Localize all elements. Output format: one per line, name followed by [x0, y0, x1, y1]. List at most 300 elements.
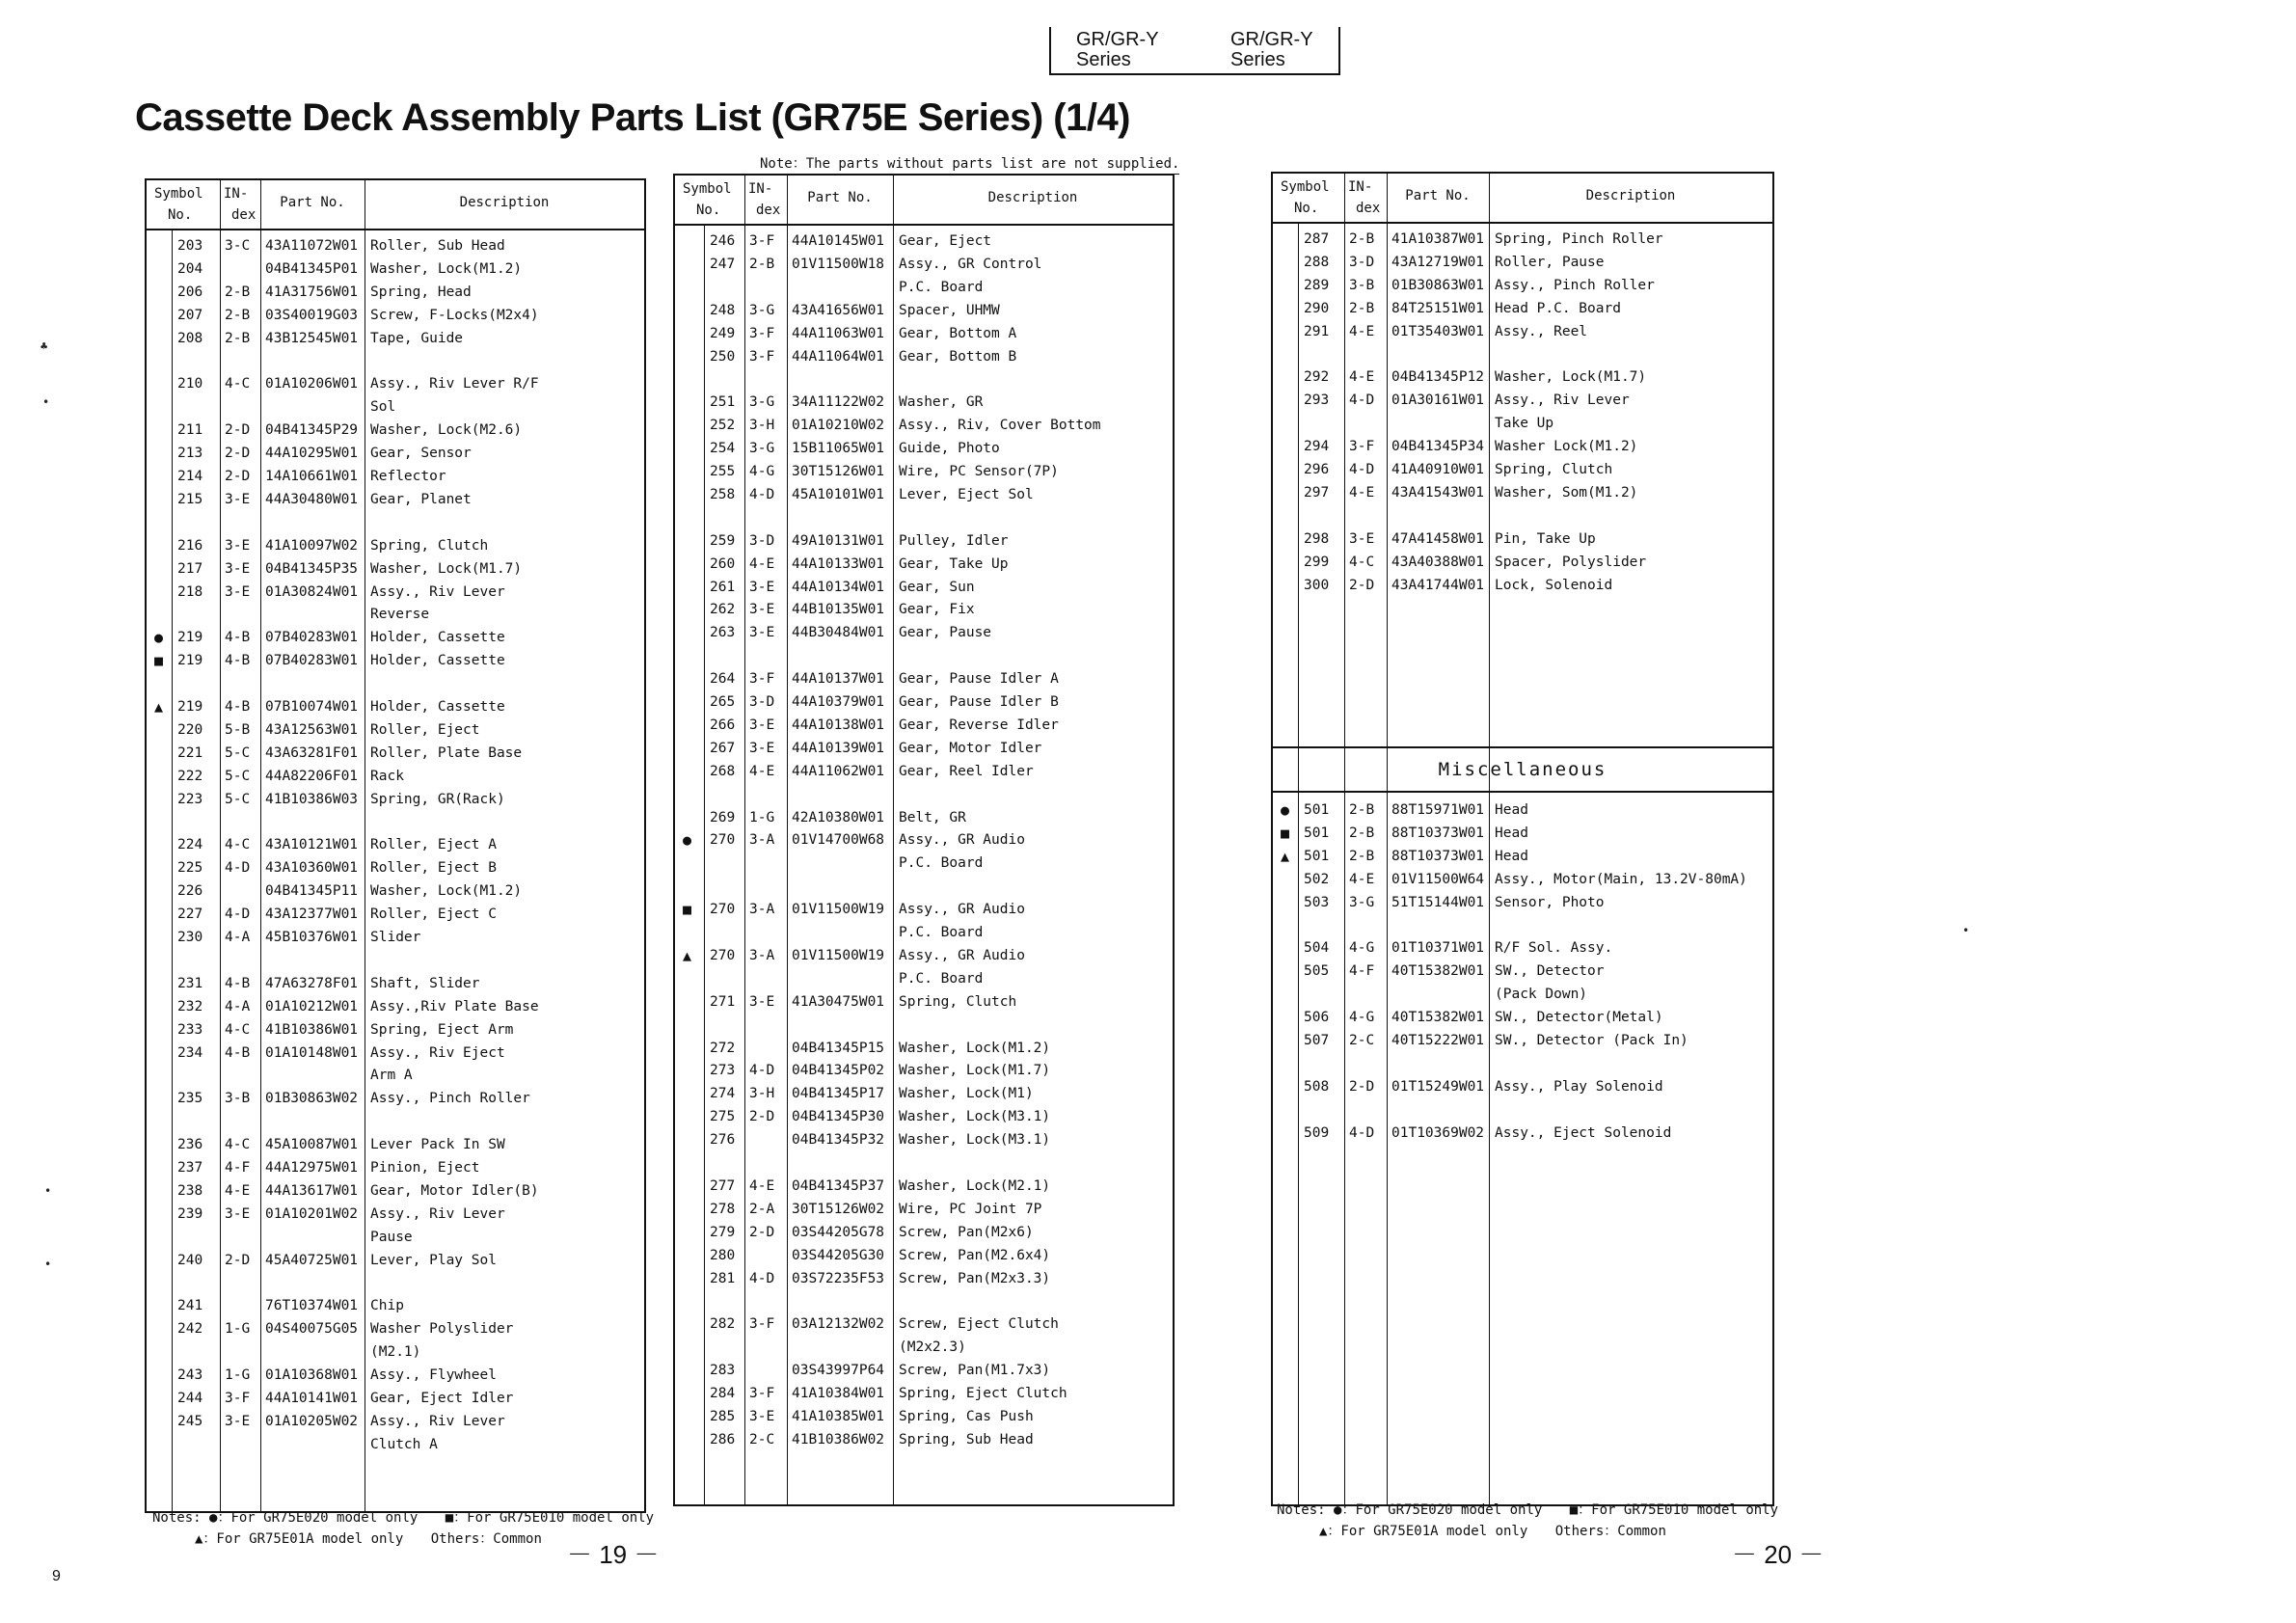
index: 3-B: [1349, 277, 1375, 293]
symbol-no: 259: [710, 532, 736, 549]
part-no: 43A40388W01: [1391, 554, 1485, 570]
symbol-no: 296: [1304, 462, 1330, 477]
series-right-line2: Series: [1230, 49, 1285, 70]
part-no: 01V11500W19: [792, 902, 885, 918]
description: (M2.1): [370, 1344, 421, 1361]
description: Holder, Cassette: [370, 653, 505, 669]
part-no: 51T15144W01: [1391, 894, 1485, 910]
part-no: 44A11064W01: [792, 348, 885, 365]
index: 2-B: [1349, 231, 1375, 247]
index: 4-C: [225, 376, 251, 392]
parts-row: [675, 598, 1173, 621]
index: 4-C: [225, 1137, 251, 1153]
symbol-no: 270: [710, 832, 736, 849]
parts-row: [147, 1018, 644, 1041]
symbol-no: 266: [710, 717, 736, 733]
parts-row: [1273, 458, 1772, 481]
description: Washer, Lock(M3.1): [899, 1132, 1051, 1149]
description: Guide, Photo: [899, 441, 1000, 457]
symbol-no: 251: [710, 394, 736, 411]
parts-row: [147, 419, 644, 442]
index: 4-E: [1349, 369, 1375, 386]
symbol-no: 225: [177, 860, 203, 877]
scan-speck: ♣: [41, 339, 48, 353]
parts-row: [147, 465, 644, 488]
part-no: 43A12377W01: [265, 906, 359, 923]
table-header: [147, 180, 644, 230]
symbol-no: 287: [1304, 231, 1330, 247]
header-index: [744, 176, 787, 224]
part-no: 04B41345P17: [792, 1086, 885, 1102]
index: 5-C: [225, 791, 251, 807]
header-desc: [365, 180, 644, 229]
header-symbol-l2: No.: [1294, 201, 1319, 216]
index: 3-A: [749, 832, 775, 849]
index: 4-E: [1349, 484, 1375, 500]
parts-row: [147, 903, 644, 926]
symbol-no: 232: [177, 998, 203, 1014]
part-no: 03S40019G03: [265, 307, 359, 323]
parts-row: [1273, 251, 1772, 274]
part-no: 04B41345P34: [1391, 439, 1485, 455]
description: Screw, Eject Clutch: [899, 1316, 1059, 1333]
parts-row: [675, 253, 1173, 276]
index: 4-G: [749, 464, 775, 479]
part-no: 40T15222W01: [1391, 1033, 1485, 1048]
part-no: 43A12719W01: [1391, 254, 1485, 270]
parts-row: [147, 304, 644, 327]
description: Tape, Guide: [370, 330, 464, 346]
description: Roller, Plate Base: [370, 744, 523, 761]
index: 3-E: [225, 491, 251, 507]
header-index: [220, 180, 260, 229]
model-mark-icon: ●: [683, 831, 692, 850]
index: 2-D: [225, 1252, 251, 1268]
parts-row: [1273, 574, 1772, 597]
symbol-no: 271: [710, 993, 736, 1010]
parts-row: [675, 1175, 1173, 1198]
part-no: 01V11500W64: [1391, 871, 1485, 887]
part-no: 41A10384W01: [792, 1386, 885, 1401]
parts-row: [1273, 1029, 1772, 1052]
description: Spring, Eject Arm: [370, 1021, 514, 1038]
symbol-no: 237: [177, 1160, 203, 1176]
symbol-no: 206: [177, 284, 203, 300]
index: 2-C: [1349, 1033, 1375, 1048]
index: 4-B: [225, 653, 251, 669]
description: Washer, Lock(M1.7): [1495, 369, 1647, 386]
index: 3-G: [749, 394, 775, 411]
parts-row: [147, 281, 644, 304]
header-part-no: Part No.: [280, 195, 345, 210]
series-right-line1: GR/GR-Y: [1230, 29, 1313, 50]
parts-row: [1273, 481, 1772, 504]
parts-row: [1273, 868, 1772, 891]
description: Washer, Som(M1.2): [1495, 484, 1638, 500]
part-no: 15B11065W01: [792, 441, 885, 457]
description: Lock, Solenoid: [1495, 577, 1613, 593]
index: 4-E: [1349, 871, 1375, 887]
page-title: Cassette Deck Assembly Parts List (GR75E Series) (1/4): [135, 96, 1131, 139]
header-part-no: Part No.: [1405, 188, 1471, 203]
index: 3-H: [749, 418, 775, 434]
parts-row: [675, 414, 1173, 437]
parts-row: [1273, 822, 1772, 845]
index: 4-F: [225, 1160, 251, 1176]
scan-speck: •: [44, 1258, 52, 1271]
parts-row: [675, 437, 1173, 460]
index: 3-F: [225, 1391, 251, 1406]
description: Assy., Riv Eject: [370, 1044, 505, 1061]
parts-row: [147, 1317, 644, 1340]
description: Spring, Cas Push: [899, 1408, 1034, 1424]
symbol-no: 277: [710, 1177, 736, 1194]
part-no: 43A10121W01: [265, 837, 359, 853]
symbol-no: 258: [710, 486, 736, 502]
parts-row: [1273, 297, 1772, 320]
parts-row: [147, 879, 644, 903]
note-right-others: Others：Common: [1554, 1524, 1666, 1539]
model-mark-icon: ▲: [154, 698, 164, 716]
parts-row: [147, 1340, 644, 1364]
index: 4-E: [749, 763, 775, 779]
index: 5-C: [225, 768, 251, 784]
symbol-no: 219: [177, 699, 203, 715]
symbol-no: 239: [177, 1205, 203, 1222]
part-no: 44A10133W01: [792, 555, 885, 572]
parts-row: [147, 603, 644, 626]
parts-row: [147, 488, 644, 511]
symbol-no: 279: [710, 1224, 736, 1240]
index: 4-D: [749, 1270, 775, 1286]
symbol-no: 221: [177, 744, 203, 761]
parts-row: [1273, 228, 1772, 251]
part-no: 01A10210W02: [792, 418, 885, 434]
part-no: 07B10074W01: [265, 699, 359, 715]
symbol-no: 233: [177, 1021, 203, 1038]
index: 4-G: [1349, 1010, 1375, 1026]
index: 3-F: [749, 233, 775, 249]
parts-row: [147, 1226, 644, 1249]
description: (M2x2.3): [899, 1339, 966, 1356]
page-number-left: － 19 －: [567, 1540, 660, 1569]
part-no: 44A10295W01: [265, 446, 359, 462]
note-left-circle: ●：For GR75E020 model only: [209, 1510, 419, 1526]
parts-row: [675, 1059, 1173, 1082]
index: 4-E: [1349, 323, 1375, 339]
symbol-no: 278: [710, 1201, 736, 1217]
parts-row: [675, 1405, 1173, 1428]
symbol-no: 294: [1304, 439, 1330, 455]
parts-row: [675, 852, 1173, 875]
symbol-no: 242: [177, 1321, 203, 1338]
symbol-no: 219: [177, 653, 203, 669]
symbol-no: 248: [710, 302, 736, 318]
symbol-no: 236: [177, 1137, 203, 1153]
description: Roller, Pause: [1495, 254, 1605, 270]
index: 4-B: [225, 975, 251, 991]
header-index-l2: dex: [231, 207, 257, 223]
note-right-triangle: ▲：For GR75E01A model only: [1319, 1524, 1528, 1539]
part-no: 01B30863W02: [265, 1091, 359, 1107]
description: Spring, Clutch: [370, 537, 489, 554]
index: 4-D: [225, 906, 251, 923]
parts-row: [147, 1156, 644, 1179]
description: P.C. Board: [899, 855, 984, 872]
description: Assy., GR Control: [899, 256, 1042, 272]
parts-row: [147, 1294, 644, 1317]
part-no: 14A10661W01: [265, 469, 359, 484]
parts-row: [147, 926, 644, 949]
part-no: 42A10380W01: [792, 809, 885, 825]
scan-speck: •: [44, 1184, 52, 1198]
model-mark-icon: ●: [154, 629, 164, 647]
description: Washer, Lock(M1.2): [370, 260, 523, 277]
parts-row: [147, 1249, 644, 1272]
part-no: 47A41458W01: [1391, 530, 1485, 547]
description: Assy., Riv, Cover Bottom: [899, 418, 1101, 434]
parts-row: [1273, 845, 1772, 868]
part-no: 84T25151W01: [1391, 300, 1485, 316]
index: 3-F: [749, 1316, 775, 1333]
symbol-no: 501: [1304, 848, 1330, 864]
corner-number: 9: [52, 1568, 61, 1584]
header-part: [260, 180, 365, 229]
part-no: 04B41345P02: [792, 1063, 885, 1079]
index: 4-A: [225, 998, 251, 1014]
symbol-no: 270: [710, 947, 736, 963]
symbol-no: 249: [710, 325, 736, 341]
index: 3-E: [749, 1408, 775, 1424]
part-no: 88T15971W01: [1391, 802, 1485, 818]
part-no: 44A10145W01: [792, 233, 885, 249]
index: 4-D: [749, 486, 775, 502]
index: 3-E: [749, 740, 775, 756]
parts-row: [675, 828, 1173, 852]
index: 2-B: [225, 284, 251, 300]
part-no: 43A41656W01: [792, 302, 885, 318]
parts-row: [675, 667, 1173, 690]
symbol-no: 286: [710, 1431, 736, 1447]
symbol-no: 299: [1304, 554, 1330, 570]
symbol-no: 501: [1304, 825, 1330, 841]
parts-row: [147, 534, 644, 557]
notes-right: [1277, 1500, 1778, 1542]
index: 4-D: [1349, 1124, 1375, 1141]
parts-row: [1273, 274, 1772, 297]
index: 4-F: [1349, 963, 1375, 980]
symbol-no: 275: [710, 1109, 736, 1125]
parts-row: [147, 1179, 644, 1203]
index: 4-C: [1349, 554, 1375, 570]
header-symbol: [675, 176, 744, 224]
symbol-no: 204: [177, 260, 203, 277]
description: Gear, Bottom B: [899, 348, 1017, 365]
description: Wire, PC Sensor(7P): [899, 464, 1059, 479]
part-no: 88T10373W01: [1391, 848, 1485, 864]
parts-row: [147, 557, 644, 581]
description: Assy., Flywheel: [370, 1367, 497, 1384]
symbol-no: 273: [710, 1063, 736, 1079]
part-no: 44A10139W01: [792, 740, 885, 756]
parts-row: [1273, 960, 1772, 983]
part-no: 45A10101W01: [792, 486, 885, 502]
description: (Pack Down): [1495, 987, 1588, 1003]
part-no: 01V11500W18: [792, 256, 885, 272]
index: 3-E: [749, 579, 775, 595]
symbol-no: 506: [1304, 1010, 1330, 1026]
index: 3-D: [749, 694, 775, 710]
parts-row: [675, 276, 1173, 299]
symbol-no: 240: [177, 1252, 203, 1268]
parts-row: [675, 1221, 1173, 1244]
part-no: 41A30475W01: [792, 993, 885, 1010]
parts-row: [147, 327, 644, 350]
parts-row: [1273, 891, 1772, 914]
symbol-no: 507: [1304, 1033, 1330, 1048]
symbol-no: 210: [177, 376, 203, 392]
description: P.C. Board: [899, 279, 984, 295]
symbol-no: 298: [1304, 530, 1330, 547]
part-no: 49A10131W01: [792, 532, 885, 549]
parts-row: [675, 690, 1173, 714]
symbol-no: 282: [710, 1316, 736, 1333]
description: Reflector: [370, 469, 446, 484]
model-mark-icon: ■: [154, 652, 164, 670]
index: 2-B: [1349, 300, 1375, 316]
parts-row: [1273, 551, 1772, 574]
parts-row: [147, 257, 644, 281]
index: 3-E: [749, 993, 775, 1010]
parts-table-1: [145, 178, 646, 1513]
series-right: [1230, 30, 1313, 70]
description: Take Up: [1495, 416, 1554, 432]
index: 2-C: [749, 1431, 775, 1447]
description: Assy., GR Audio: [899, 832, 1025, 849]
symbol-no: 241: [177, 1298, 203, 1314]
header-desc: [893, 176, 1173, 224]
description: Assy., Pinch Roller: [1495, 277, 1655, 293]
part-no: 88T10373W01: [1391, 825, 1485, 841]
parts-row: [147, 442, 644, 465]
index: 4-G: [1349, 940, 1375, 957]
part-no: 04B41345P30: [792, 1109, 885, 1125]
description: Screw, Pan(M2x6): [899, 1224, 1034, 1240]
parts-row: [675, 1082, 1173, 1105]
index: 3-H: [749, 1086, 775, 1102]
part-no: 01T35403W01: [1391, 323, 1485, 339]
symbol-no: 255: [710, 464, 736, 479]
symbol-no: 267: [710, 740, 736, 756]
part-no: 43A41744W01: [1391, 577, 1485, 593]
part-no: 47A63278F01: [265, 975, 359, 991]
part-no: 44B30484W01: [792, 625, 885, 641]
note-right-square: ■：For GR75E010 model only: [1569, 1502, 1779, 1518]
index: 3-E: [225, 537, 251, 554]
index: 1-G: [225, 1321, 251, 1338]
index: 4-B: [225, 1044, 251, 1061]
description: Washer, Lock(M2.1): [899, 1177, 1051, 1194]
parts-row: [675, 714, 1173, 737]
description: Washer Polyslider: [370, 1321, 514, 1338]
index: 3-C: [225, 238, 251, 254]
index: 4-A: [225, 930, 251, 945]
description: Gear, Reel Idler: [899, 763, 1034, 779]
parts-row: [1273, 798, 1772, 822]
description: Holder, Cassette: [370, 630, 505, 646]
symbol-no: 503: [1304, 894, 1330, 910]
description: Spacer, UHMW: [899, 302, 1000, 318]
description: P.C. Board: [899, 970, 984, 987]
parts-row: [147, 695, 644, 718]
note-right-circle: ●：For GR75E020 model only: [1334, 1502, 1543, 1518]
description: Washer Lock(M1.2): [1495, 439, 1638, 455]
parts-table-2: [673, 174, 1175, 1506]
parts-row: [1273, 1075, 1772, 1098]
part-no: 41A10097W02: [265, 537, 359, 554]
parts-row: [1273, 1122, 1772, 1145]
description: Lever, Eject Sol: [899, 486, 1034, 502]
series-header-box: [1049, 27, 1340, 75]
description: Belt, GR: [899, 809, 966, 825]
symbol-no: 264: [710, 671, 736, 688]
header-symbol-l2: No.: [696, 203, 721, 218]
series-left-line1: GR/GR-Y: [1076, 29, 1159, 50]
symbol-no: 297: [1304, 484, 1330, 500]
index: 3-F: [749, 671, 775, 688]
description: Assy., GR Audio: [899, 947, 1025, 963]
symbol-no: 203: [177, 238, 203, 254]
description: Clutch A: [370, 1436, 438, 1452]
parts-row: [675, 322, 1173, 345]
parts-row: [1273, 936, 1772, 960]
parts-row: [675, 921, 1173, 944]
part-no: 03S44205G78: [792, 1224, 885, 1240]
description: Screw, Pan(M2x3.3): [899, 1270, 1051, 1286]
symbol-no: 270: [710, 902, 736, 918]
symbol-no: 223: [177, 791, 203, 807]
symbol-no: 263: [710, 625, 736, 641]
symbol-no: 250: [710, 348, 736, 365]
symbol-no: 502: [1304, 871, 1330, 887]
series-left-line2: Series: [1076, 49, 1131, 70]
index: 1-G: [749, 809, 775, 825]
description: SW., Detector: [1495, 963, 1605, 980]
description: Chip: [370, 1298, 404, 1314]
part-no: 44A10141W01: [265, 1391, 359, 1406]
parts-row: [675, 576, 1173, 599]
description: Assy., Reel: [1495, 323, 1588, 339]
part-no: 30T15126W01: [792, 464, 885, 479]
description: Head P.C. Board: [1495, 300, 1621, 316]
description: Assy.,Riv Plate Base: [370, 998, 539, 1014]
description: SW., Detector(Metal): [1495, 1010, 1663, 1026]
symbol-no: 211: [177, 422, 203, 439]
symbol-no: 283: [710, 1363, 736, 1379]
parts-row: [675, 460, 1173, 483]
index: 2-D: [225, 446, 251, 462]
part-no: 44A11062W01: [792, 763, 885, 779]
header-part: [787, 176, 893, 224]
index: 3-F: [749, 1386, 775, 1401]
symbol-no: 292: [1304, 369, 1330, 386]
index: 3-G: [749, 302, 775, 318]
part-no: 01T15249W01: [1391, 1078, 1485, 1095]
index: 3-B: [225, 1091, 251, 1107]
parts-row: [147, 581, 644, 604]
parts-row: [675, 944, 1173, 967]
description: Pinion, Eject: [370, 1160, 480, 1176]
